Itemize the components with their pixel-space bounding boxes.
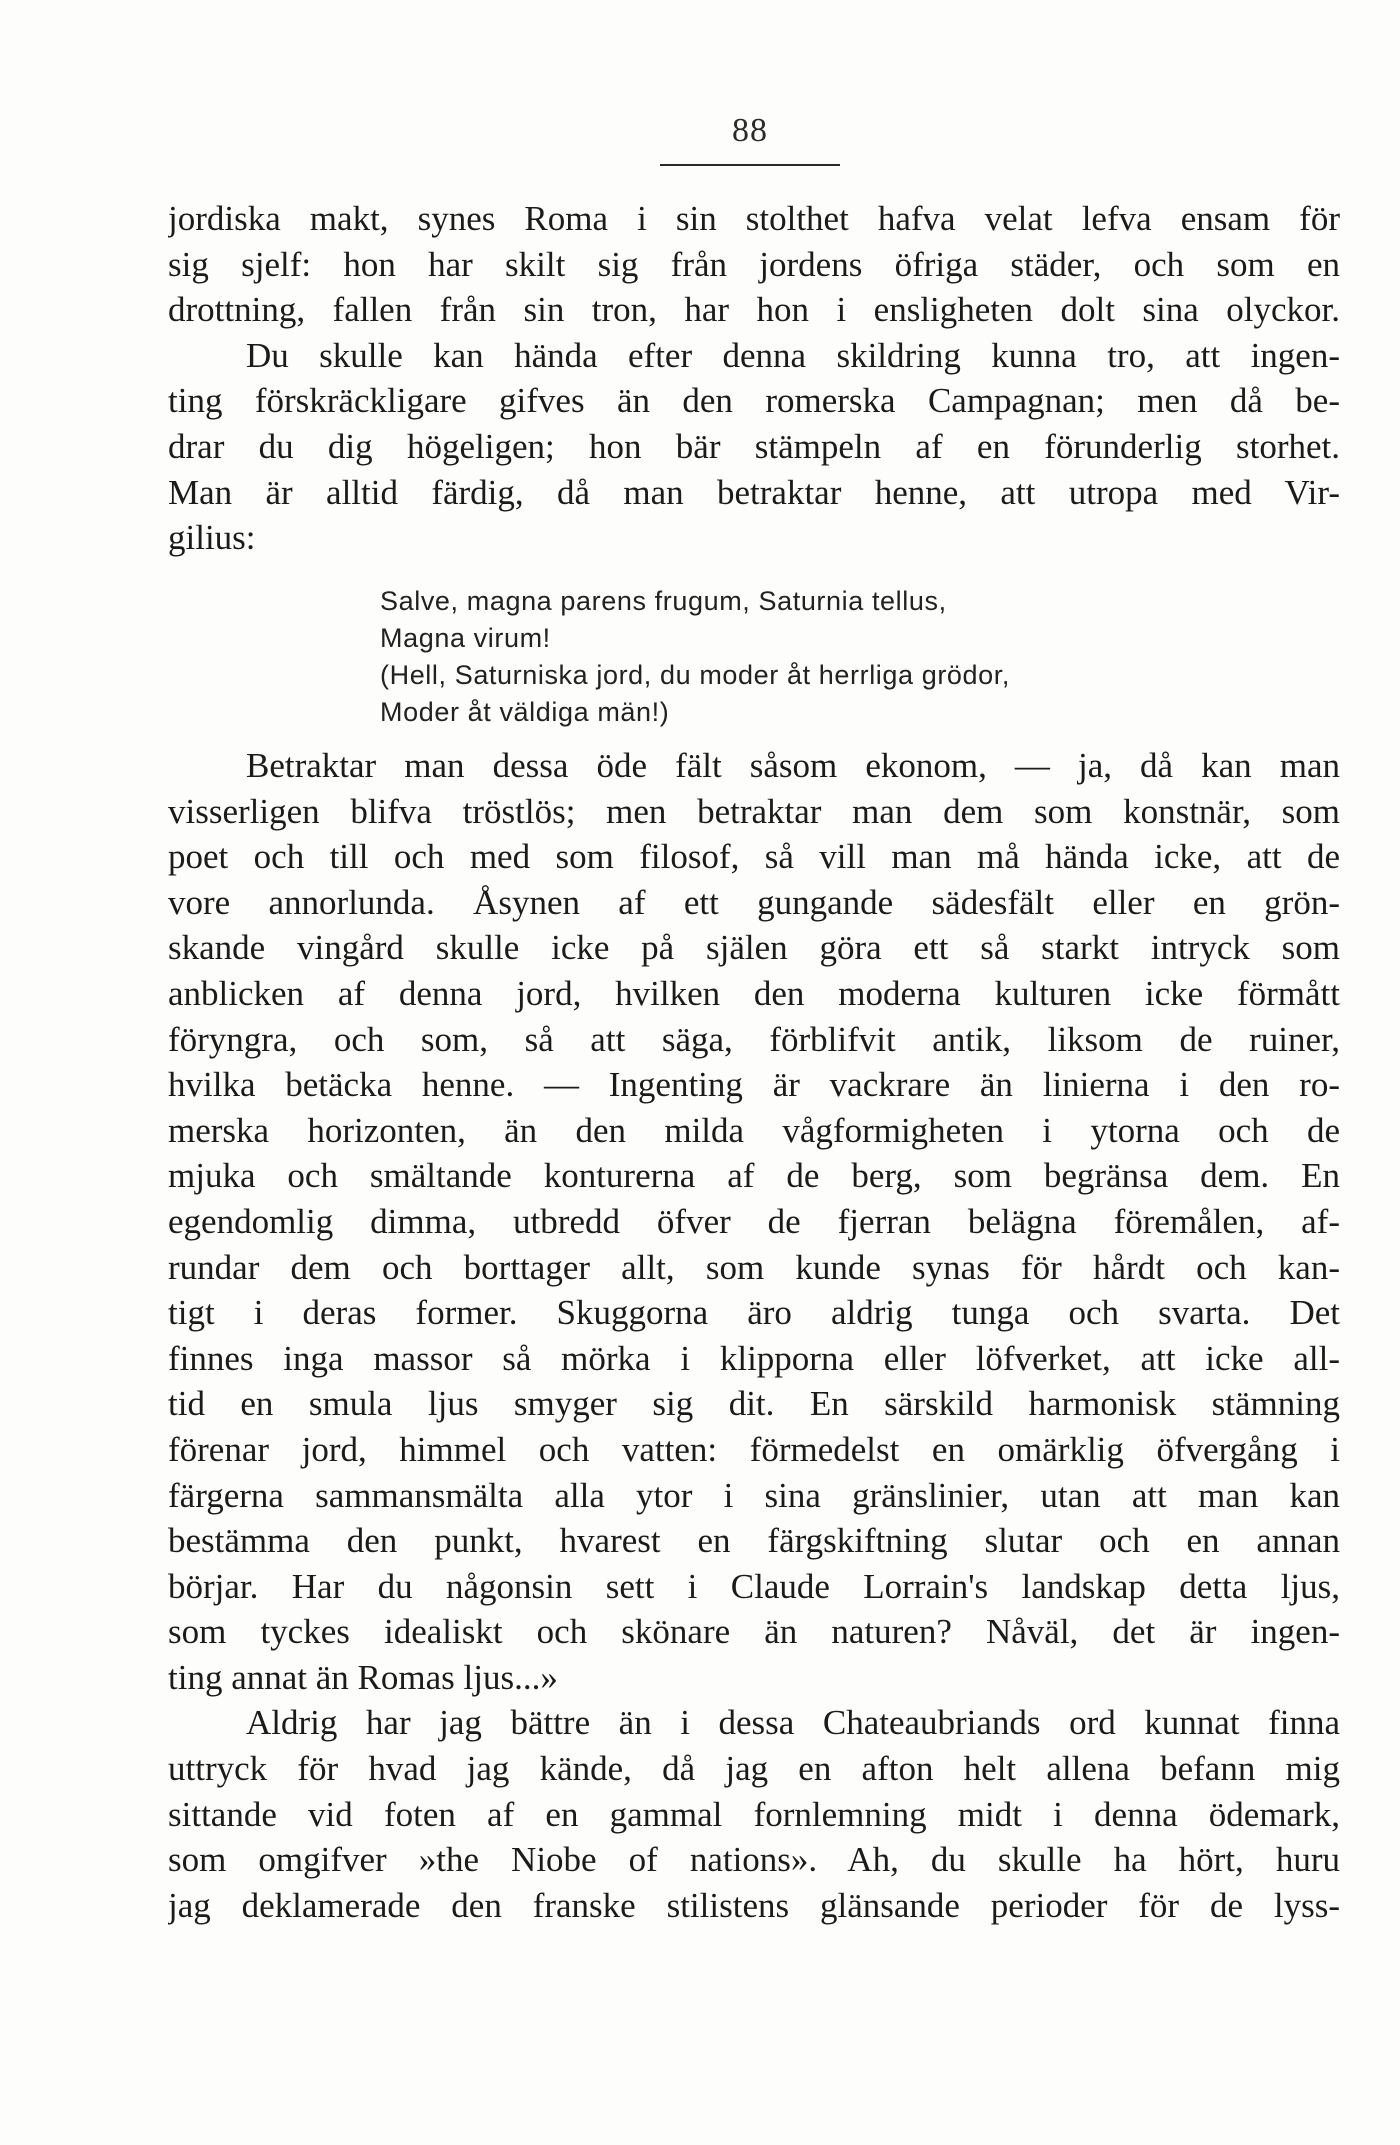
text-line: sig sjelf: hon har skilt sig från jordens öfriga städer, och som en xyxy=(168,244,1340,284)
text-line: bestämma den punkt, hvarest en färgskiftning slutar och en annan xyxy=(168,1521,1340,1561)
text-line: sittande vid foten af en gammal fornlemning midt i denna ödemark, xyxy=(168,1794,1340,1834)
text-line: egendomlig dimma, utbredd öfver de fjerran belägna föremålen, af- xyxy=(168,1201,1340,1241)
text-line: föryngra, och som, så att säga, förblifvit antik, liksom de ruiner, xyxy=(168,1019,1340,1059)
text-line: Betraktar man dessa öde fält såsom ekonom, — ja, då kan man xyxy=(246,746,1340,785)
text-line: tid en smula ljus smyger sig dit. En särskild harmonisk stämning xyxy=(168,1384,1340,1424)
poem-quotation xyxy=(380,583,1280,731)
text-line: som omgifver »the Niobe of nations». Ah, du skulle ha hört, huru xyxy=(168,1840,1340,1880)
text-line: visserligen blifva tröstlös; men betraktar man dem som konstnär, som xyxy=(168,791,1340,831)
poem-line: Salve, magna parens frugum, Saturnia tellus, xyxy=(380,586,947,616)
text-line: anblicken af denna jord, hvilken den moderna kulturen icke förmått xyxy=(168,973,1340,1013)
text-line: förenar jord, himmel och vatten: förmedelst en omärklig öfvergång i xyxy=(168,1429,1340,1469)
poem-line: Magna virum! xyxy=(380,623,551,653)
header-rule xyxy=(660,164,840,166)
text-line: poet och till och med som filosof, så vill man må hända icke, att de xyxy=(168,837,1340,877)
paragraph-2 xyxy=(168,743,1340,1928)
text-line: färgerna sammansmälta alla ytor i sina gränslinier, utan att man kan xyxy=(168,1475,1340,1515)
text-line: rundar dem och borttager allt, som kunde synas för hårdt och kan- xyxy=(168,1247,1340,1287)
text-line: Du skulle kan hända efter denna skildring kunna tro, att ingen- xyxy=(246,335,1340,375)
text-line: tigt i deras former. Skuggorna äro aldrig tunga och svarta. Det xyxy=(168,1293,1340,1333)
text-line: som tyckes idealiskt och skönare än naturen? Nåväl, det är ingen- xyxy=(168,1612,1340,1652)
text-line: hvilka betäcka henne. — Ingenting är vackrare än linierna i den ro- xyxy=(168,1065,1340,1105)
text-line: jag deklamerade den franske stilistens glänsande perioder för de lyss- xyxy=(168,1885,1340,1925)
text-line: ting förskräckligare gifves än den romerska Campagnan; men då be- xyxy=(168,381,1340,421)
text-line: drottning, fallen från sin tron, har hon i ensligheten dolt sina olyckor. xyxy=(168,290,1340,330)
text-line: drar du dig högeligen; hon bär stämpeln af en förunderlig storhet. xyxy=(168,426,1340,466)
text-line: Man är alltid färdig, då man betraktar henne, att utropa med Vir- xyxy=(168,472,1340,512)
poem-line: Moder åt väldiga män!) xyxy=(380,697,670,727)
text-line: Aldrig har jag bättre än i dessa Chateaubriands ord kunnat finna xyxy=(246,1703,1340,1743)
text-line: jordiska makt, synes Roma i sin stolthet hafva velat lefva ensam för xyxy=(168,199,1340,238)
page-number: 88 xyxy=(732,112,768,149)
poem-line: (Hell, Saturniska jord, du moder åt herrliga grödor, xyxy=(380,660,1010,690)
text-line: vore annorlunda. Åsynen af ett gungande sädesfält eller en grön- xyxy=(168,882,1340,922)
text-line: ting annat än Romas ljus...» xyxy=(168,1657,558,1697)
text-line: börjar. Har du någonsin sett i Claude Lorrain's landskap detta ljus, xyxy=(168,1566,1340,1606)
text-line: finnes inga massor så mörka i klipporna eller löfverket, att icke all- xyxy=(168,1338,1340,1378)
paragraph-1 xyxy=(168,196,1340,561)
text-line: merska horizonten, än den milda vågformigheten i ytorna och de xyxy=(168,1110,1340,1150)
text-line: uttryck för hvad jag kände, då jag en afton helt allena befann mig xyxy=(168,1749,1340,1789)
text-line: skande vingård skulle icke på själen göra ett så starkt intryck som xyxy=(168,928,1340,968)
text-line: gilius: xyxy=(168,518,256,558)
text-line: mjuka och smältande konturerna af de berg, som begränsa dem. En xyxy=(168,1156,1340,1196)
